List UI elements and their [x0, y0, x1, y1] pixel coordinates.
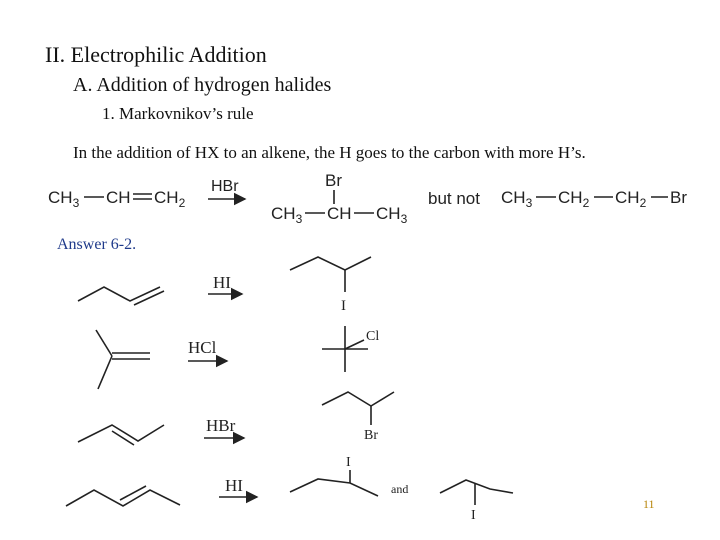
product-br: Br	[325, 171, 342, 190]
outline-level-2: A. Addition of hydrogen halides	[73, 74, 332, 96]
answer-3-reagent: HBr	[206, 416, 236, 435]
reactant-ch3: $CH_3$	[48, 188, 80, 210]
page-number: 11	[643, 497, 655, 511]
reactant-ch: CH	[106, 188, 131, 207]
outline-level-1: II. Electrophilic Addition	[45, 42, 267, 67]
answer-2-reactant	[96, 330, 150, 389]
answer-1-product	[290, 257, 371, 292]
product-ch3-left: $CH_3$	[271, 204, 303, 226]
answer-1-reagent: HI	[213, 273, 231, 292]
answer-1-reactant	[78, 287, 164, 305]
answer-label: Answer 6-2.	[57, 236, 137, 253]
answer-3-reactant	[78, 425, 164, 445]
example-reagent: HBr	[211, 178, 239, 195]
example-product	[271, 171, 408, 226]
answer-4-halogen-b: I	[471, 508, 476, 523]
alt-br: Br	[670, 188, 687, 207]
alt-ch2-second: $CH_2$	[615, 188, 647, 210]
answer-4-and: and	[391, 482, 409, 496]
but-not-text: but not	[428, 189, 480, 208]
answer-2-reagent: HCl	[188, 338, 217, 357]
outline-level-3: 1. Markovnikov’s rule	[102, 104, 254, 123]
answer-4-reagent: HI	[225, 476, 243, 495]
alt-ch3: $CH_3$	[501, 188, 533, 210]
answer-4-product-b	[440, 480, 513, 505]
answer-3-product	[322, 392, 394, 425]
example-alternative	[501, 188, 687, 210]
answer-2-product	[322, 326, 368, 372]
example-reactant	[48, 188, 186, 210]
answer-4-product-a	[290, 470, 378, 496]
alt-ch2-first: $CH_2$	[558, 188, 590, 210]
answer-3-halogen: Br	[364, 428, 378, 443]
rule-statement: In the addition of HX to an alkene, the H goes to the carbon with more H’s.	[73, 143, 586, 162]
answer-4-reactant	[66, 486, 180, 506]
answer-1-halogen: I	[341, 298, 346, 314]
answer-4-halogen-a: I	[346, 455, 351, 470]
product-ch: CH	[327, 204, 352, 223]
reactant-ch2: $CH_2$	[154, 188, 186, 210]
answer-2-halogen: Cl	[366, 329, 380, 344]
product-ch3-right: $CH_3$	[376, 204, 408, 226]
